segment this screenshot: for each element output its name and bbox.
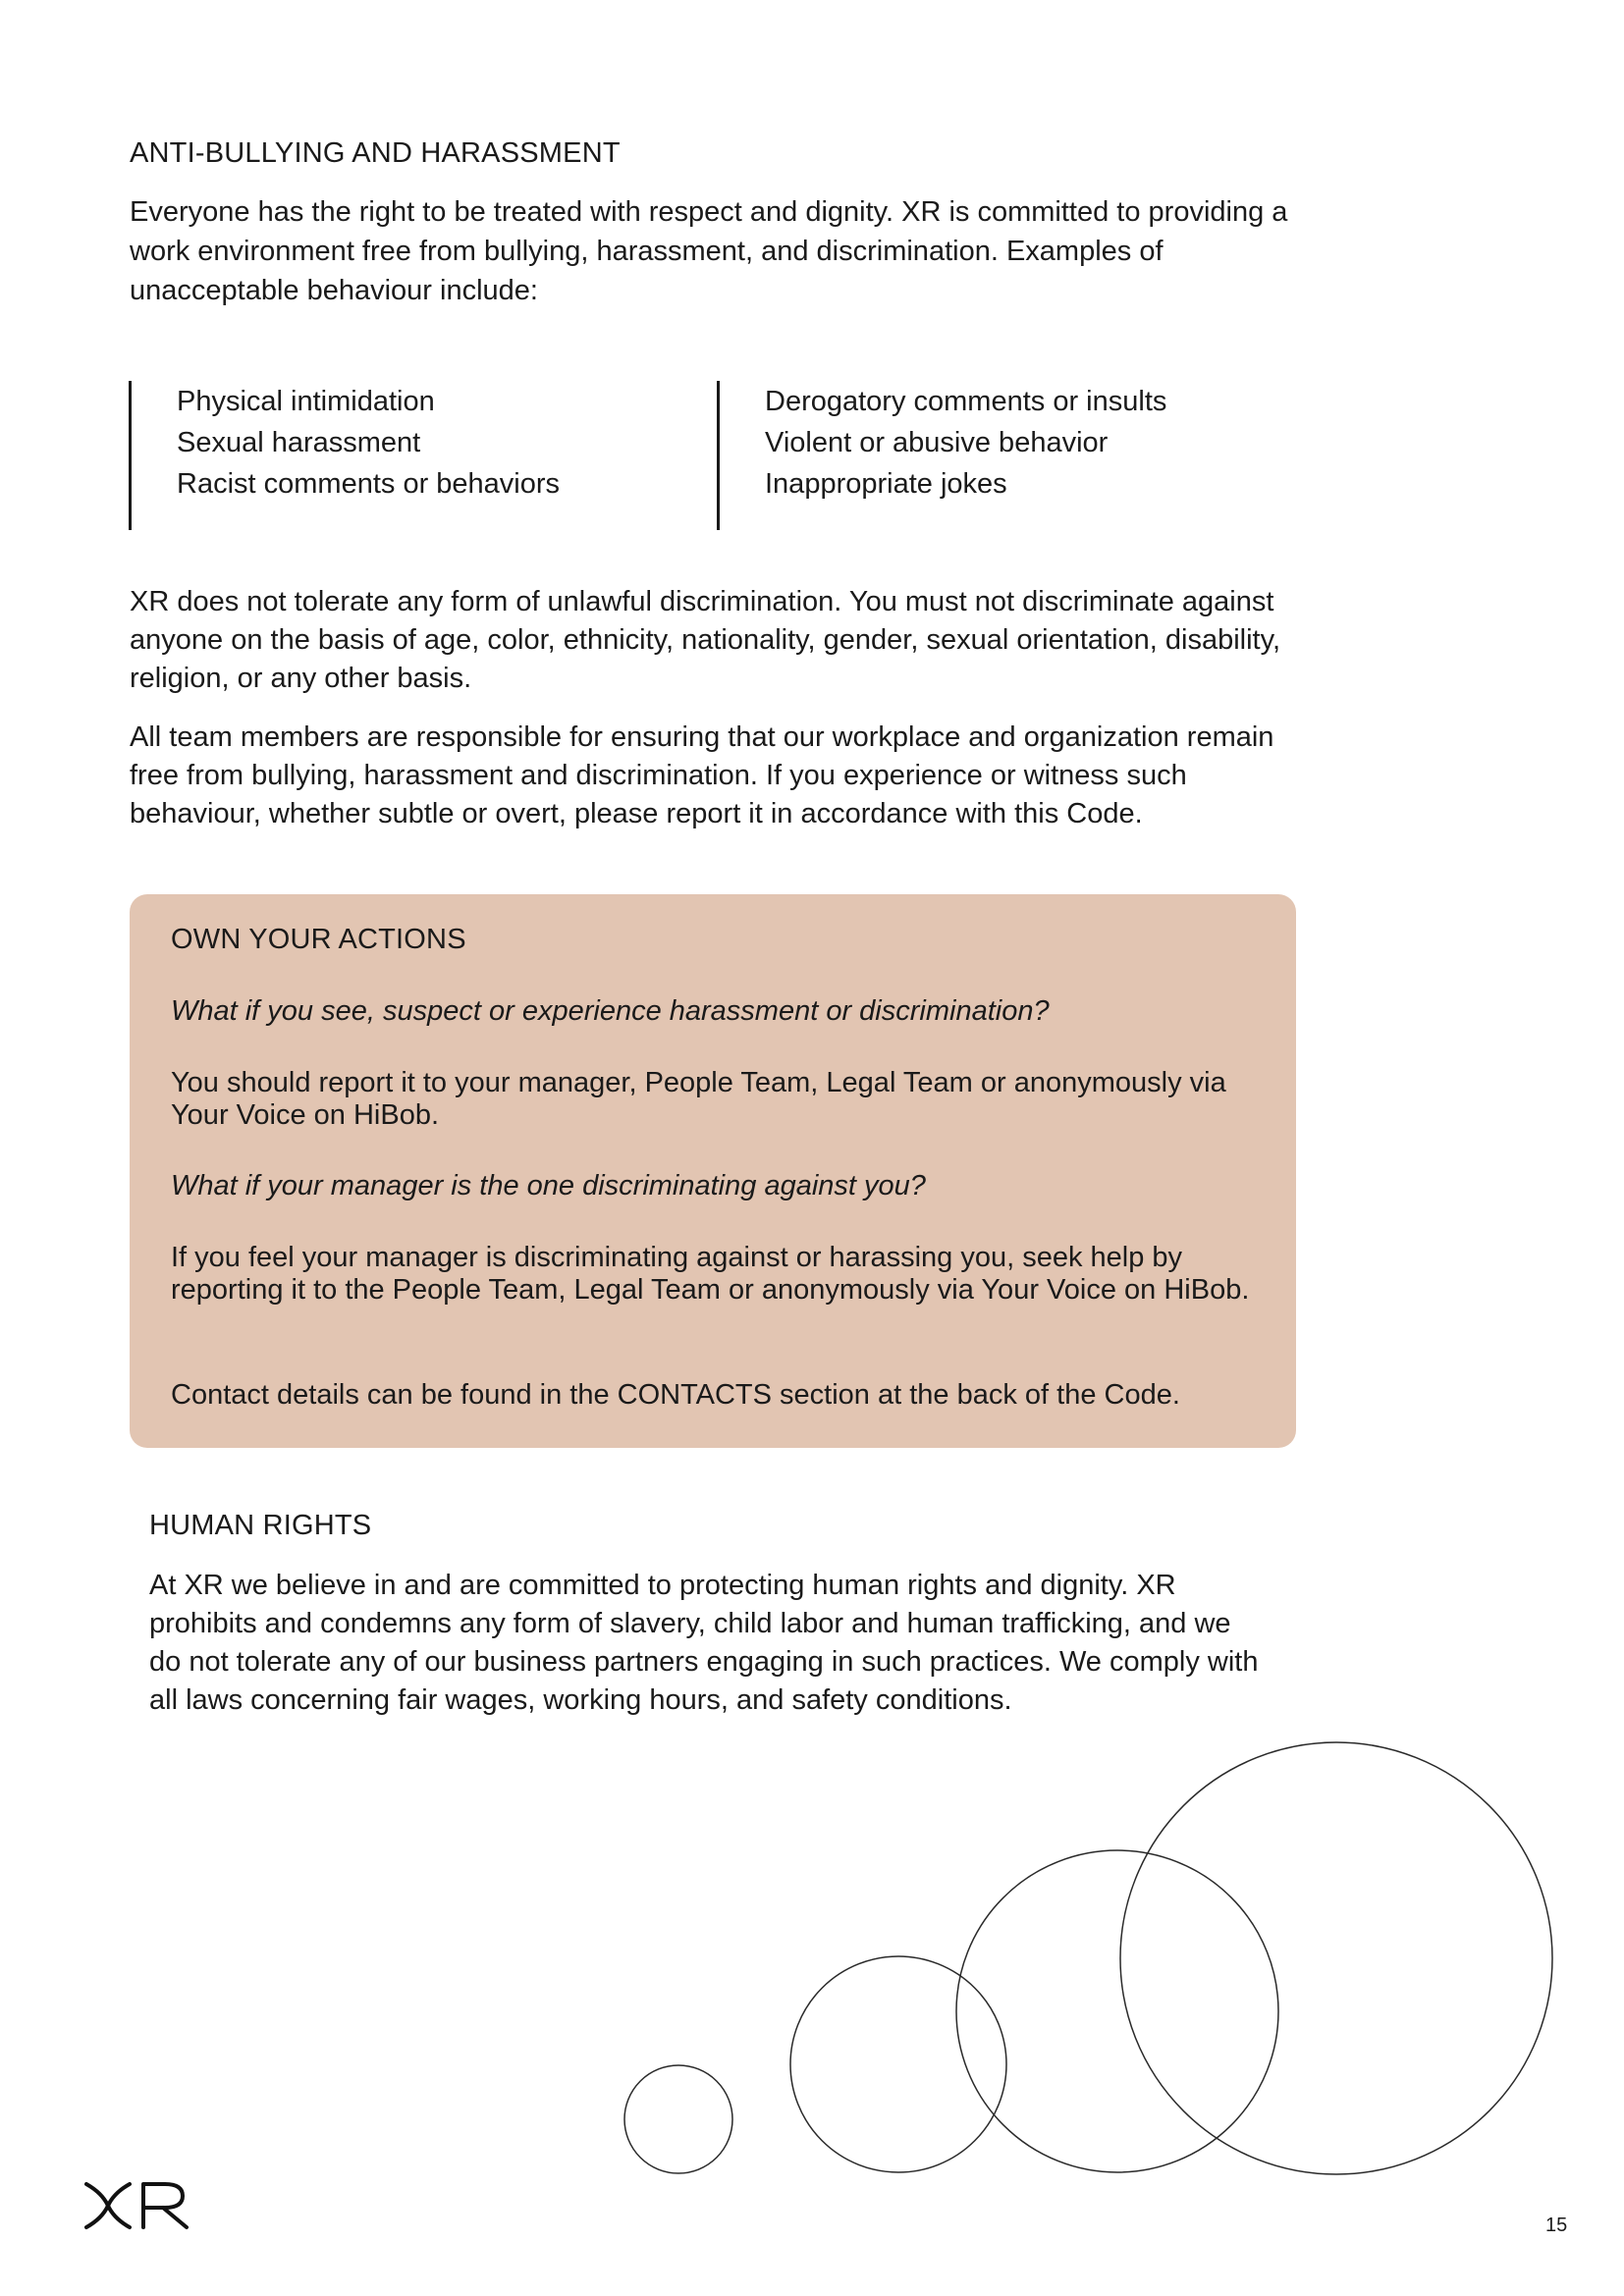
examples-list-right [717, 381, 1267, 530]
anti-bullying-intro: Everyone has the right to be treated with respect and dignity. XR is committed to providing a work environment free from bullying, harassment, and discrimination. Examples of unacceptable behaviour include: [130, 196, 1288, 306]
callout-answer-1: You should report it to your manager, People Team, Legal Team or anonymously via Your Voice on HiBob. [171, 1067, 1226, 1131]
own-your-actions-callout [130, 894, 1296, 1448]
xr-logo [84, 2181, 190, 2230]
callout-heading: OWN YOUR ACTIONS [171, 924, 466, 955]
list-item: Inappropriate jokes [765, 468, 1007, 500]
decorative-circle [790, 1956, 1006, 2172]
examples-list-left [129, 381, 678, 530]
list-item: Derogatory comments or insults [765, 386, 1167, 417]
list-item: Sexual harassment [177, 427, 421, 458]
decorative-circle [956, 1850, 1278, 2172]
list-item: Racist comments or behaviors [177, 468, 561, 500]
callout-question-2: What if your manager is the one discriminating against you? [171, 1170, 926, 1201]
list-item: Violent or abusive behavior [765, 427, 1109, 458]
callout-question-1: What if you see, suspect or experience harassment or discrimination? [171, 995, 1050, 1027]
callout-answer-2: If you feel your manager is discriminating against or harassing you, seek help by reporting it to the People Team, Legal Team or anonymously via Your Voice on HiBob. [171, 1242, 1250, 1306]
discrimination-paragraph: XR does not tolerate any form of unlawful discrimination. You must not discriminate against anyone on the basis of age, color, ethnicity, nationality, gender, sexual orientation, disability, religion, or any other basis. [130, 586, 1281, 694]
page-number: 15 [1545, 2215, 1568, 2236]
section-heading-anti-bullying: ANTI-BULLYING AND HARASSMENT [130, 137, 621, 169]
callout-contact-note: Contact details can be found in the CONTACTS section at the back of the Code. [171, 1379, 1180, 1411]
section-heading-human-rights: HUMAN RIGHTS [149, 1510, 372, 1541]
list-item: Physical intimidation [177, 386, 435, 417]
decorative-circle [624, 2065, 732, 2173]
decorative-circle [1120, 1742, 1552, 2174]
responsibility-paragraph: All team members are responsible for ensuring that our workplace and organization remain free from bullying, harassment and discrimination. If you experience or witness such behaviour, whether subtle or overt, please report it in accordance with this Code. [130, 721, 1274, 829]
human-rights-body: At XR we believe in and are committed to protecting human rights and dignity. XR prohibits and condemns any form of slavery, child labor and human trafficking, and we do not tolerate any of our business partners engaging in such practices. We comply with all laws concerning fair wages, working hours, and safety conditions. [149, 1570, 1259, 1716]
